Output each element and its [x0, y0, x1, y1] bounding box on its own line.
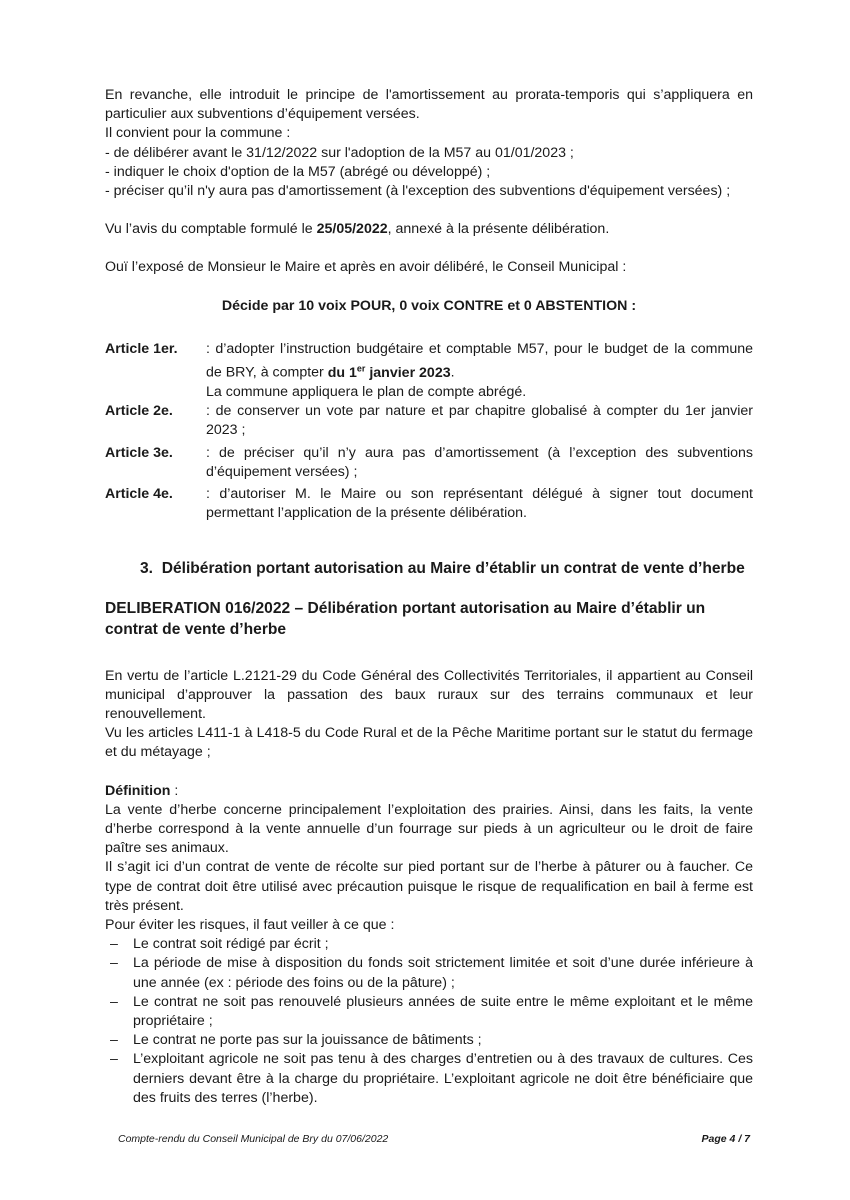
- dash-bullet: –: [110, 993, 118, 1010]
- article-1-line2: La commune appliquera le plan de compte abrégé.: [206, 383, 527, 400]
- decision-line: [105, 297, 753, 316]
- avis-post: , annexé à la présente délibération.: [387, 221, 610, 238]
- article-1-period: .: [450, 364, 455, 381]
- avis-date: 25/05/2022: [316, 221, 388, 238]
- definition-p2: Il s’agit ici d’un contrat de vente de récolte sur pied portant sur de l’herbe à pâturer ou à faucher. Ce type de contrat doit être utilisé avec précaution puisque le risque de requalification en bail à ferme est très présent.: [105, 859, 753, 914]
- decision-text: Décide par 10 voix POUR, 0 voix CONTRE et 0 ABSTENTION :: [221, 297, 637, 314]
- list-item-text: Le contrat ne porte pas sur la jouissance de bâtiments ;: [133, 1032, 482, 1049]
- oui-paragraph: Ouï l’exposé de Monsieur le Maire et après en avoir délibéré, le Conseil Municipal :: [105, 259, 627, 276]
- intro-item-2: - indiquer le choix d'option de la M57 (abrégé ou développé) ;: [105, 163, 491, 180]
- vu-articles-paragraph: Vu les articles L411-1 à L418-5 du Code Rural et de la Pêche Maritime portant sur le statut du fermage et du métayage ;: [105, 725, 753, 761]
- article-2-label: Article 2e.: [105, 403, 173, 420]
- dash-bullet: –: [110, 1051, 118, 1068]
- article-4: [105, 485, 753, 523]
- dash-bullet: –: [110, 936, 118, 953]
- intro-item-1: - de délibérer avant le 31/12/2022 sur l'adoption de la M57 au 01/01/2023 ;: [105, 144, 574, 161]
- article-1-text: : d’adopter l’instruction budgétaire et comptable M57, pour le budget de la commune de BRY, à compter: [206, 340, 753, 381]
- intro-paragraph: En revanche, elle introduit le principe de l'amortissement au prorata-temporis qui s’appliquera en particulier aux subventions d’équipement versées.: [105, 87, 753, 123]
- article-1-date-post: janvier 2023: [365, 364, 451, 381]
- section-heading: [140, 559, 753, 578]
- page-number: Page 4 / 7: [701, 1133, 750, 1145]
- article-1-date-sup: er: [356, 363, 366, 374]
- section-number: 3.: [140, 560, 154, 578]
- document-body: [105, 86, 753, 1108]
- list-item: [105, 1031, 753, 1050]
- footer-title: Compte-rendu du Conseil Municipal de Bry du 07/06/2022: [118, 1133, 389, 1145]
- section-title: Délibération portant autorisation au Maire d’établir un contrat de vente d’herbe: [161, 560, 745, 578]
- requirements-list: [105, 935, 753, 1108]
- article-3-text: : de préciser qu’il n’y aura pas d’amortissement (à l’exception des subventions d’équipement versées) ;: [206, 444, 753, 480]
- avis-pre: Vu l’avis du comptable formulé le: [105, 221, 317, 238]
- definition-colon: :: [170, 782, 179, 799]
- article-3: [105, 444, 753, 482]
- article-4-text: : d’autoriser M. le Maire ou son représentant délégué à signer tout document permettant l’application de la présente délibération.: [206, 485, 753, 522]
- definition-p3: Pour éviter les risques, il faut veiller à ce que :: [105, 917, 395, 934]
- dash-bullet: –: [110, 955, 118, 972]
- intro-convient: Il convient pour la commune :: [105, 125, 291, 142]
- deliberation-heading: DELIBERATION 016/2022 – Délibération portant autorisation au Maire d’établir un contrat de vente d’herbe: [105, 599, 706, 638]
- article-4-label: Article 4e.: [105, 485, 173, 502]
- definition-p1: La vente d’herbe concerne principalement l’exploitation des prairies. Ainsi, dans les faits, la vente d’herbe correspond à la vente annuelle d’un fourrage sur pieds à un agriculteur ou le droit de faire paître ses animaux.: [105, 801, 753, 857]
- definition-label: Définition: [105, 782, 171, 799]
- article-1-label: Article 1er.: [105, 340, 178, 357]
- article-2: [105, 402, 753, 440]
- list-item: [105, 935, 753, 954]
- intro-item-3: - préciser qu’il n'y aura pas d'amortissement (à l'exception des subventions d'équipement versées) ;: [105, 183, 731, 200]
- definition-label-line: [105, 782, 753, 801]
- list-item: [105, 1050, 753, 1108]
- article-1-date-bold: [328, 365, 451, 381]
- article-1: [105, 340, 753, 402]
- list-item-text: La période de mise à disposition du fonds soit strictement limitée et soit d’une durée inférieure à une année (ex : période des foins ou de la pâture) ;: [133, 955, 753, 991]
- list-item-text: Le contrat soit rédigé par écrit ;: [133, 936, 329, 953]
- list-item-text: Le contrat ne soit pas renouvelé plusieurs années de suite entre le même exploitant et le même propriétaire ;: [133, 993, 753, 1030]
- list-item: [105, 954, 753, 992]
- article-1-date-pre: du 1: [327, 364, 357, 381]
- vertu-paragraph: En vertu de l’article L.2121-29 du Code Général des Collectivités Territoriales, il appartient au Conseil municipal d’approuver la passation des baux ruraux sur des terrains communaux et leur renouvellement.: [105, 667, 753, 722]
- article-2-text: : de conserver un vote par nature et par chapitre globalisé à compter du 1er janvier 2023 ;: [206, 403, 753, 439]
- article-1-body: [206, 340, 753, 402]
- article-3-label: Article 3e.: [105, 444, 173, 461]
- dash-bullet: –: [110, 1032, 118, 1049]
- avis-paragraph: [105, 220, 753, 239]
- list-item-text: L’exploitant agricole ne soit pas tenu à des charges d’entretien ou à des travaux de cultures. Ces derniers devant être à la charge du propriétaire. L’exploitant agricole ne doit être bénéficiaire que des fruits des terres (l’herbe).: [133, 1051, 753, 1106]
- list-item: [105, 993, 753, 1031]
